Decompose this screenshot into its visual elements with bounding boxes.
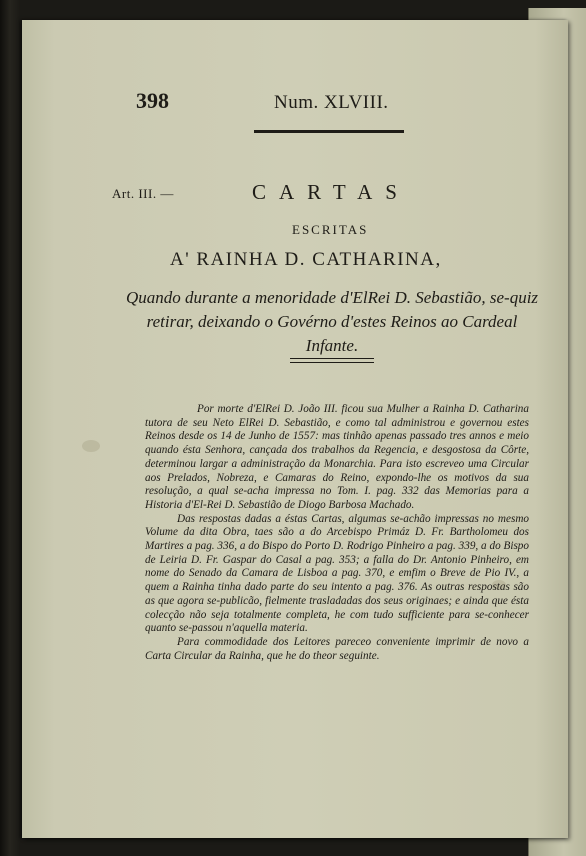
paragraph: Das respostas dadas a éstas Cartas, algumas se-achão impressas no mesmo Volume da dita Obra, taes são a do Arcebispo Primáz D. Fr. Bartholomeu dos Martires a pag. 336, a do Bispo do Porto D. Rodrigo Pinheiro a pag. 339, a do Bispo de Leiria D. Fr. Gaspar do Casal a pag. 353; a falla do Dr. Antonio Pinheiro, em nome do Senado da Camara de Lisboa a pag. 370, e emfim o Breve de Pio IV., a quem a Rainha tinha dado parte do seu intento a pag. 376. As outras respostas são as que agora se-publicão, fielmente trasladadas dos seus originaes; e ainda que ésta colecção não seja totalmente completa, he com tudo sufficiente para se-conhecer quanto se-passou n'aquella materia. bbox=[145, 512, 529, 635]
section-divider bbox=[290, 358, 374, 363]
book-page bbox=[22, 20, 568, 838]
paragraph: Para commodidade dos Leitores pareceo conveniente imprimir de novo a Carta Circular da Rainha, que he do theor seguinte. bbox=[145, 635, 529, 662]
article-title-secondary: ESCRITAS bbox=[292, 222, 369, 237]
article-title-main: CARTAS bbox=[252, 180, 410, 204]
article-title-recipient: A' RAINHA D. CATHARINA, bbox=[170, 249, 442, 270]
body-text bbox=[145, 403, 529, 663]
article-label: Art. III. — bbox=[112, 186, 174, 201]
paragraph: Por morte d'ElRei D. João III. ficou sua Mulher a Rainha D. Catharina tutora de seu Neto ElRei D. Sebastião, e como tal administrou e governou estes Reinos desde os 14 de Junho de 1557: mas tinhão apenas passado tres annos e meio quando ésta Senhora, cançada dos trabalhos da Regencia, e desgostosa da Côrte, determinou largar a administração da Monarchia. Para isto escreveo uma Circular aos Prelados, Nobreza, e Camaras do Reino, expondo-lhe os motivos da sua resolução, a qual se-acha impressa no Tom. I. pag. 332 das Memorias para a Historia d'El-Rei D. Sebastião de Diogo Barbosa Machado. bbox=[145, 403, 529, 511]
article-subtitle: Quando durante a menoridade d'ElRei D. Sebastião, se-quiz retirar, deixando o Govérno d'estes Reinos ao Cardeal Infante. bbox=[125, 288, 539, 355]
paper-stain bbox=[82, 440, 100, 452]
running-head: Num. XLVIII. bbox=[274, 92, 389, 113]
page-number: 398 bbox=[136, 88, 169, 113]
header-rule bbox=[254, 130, 404, 133]
